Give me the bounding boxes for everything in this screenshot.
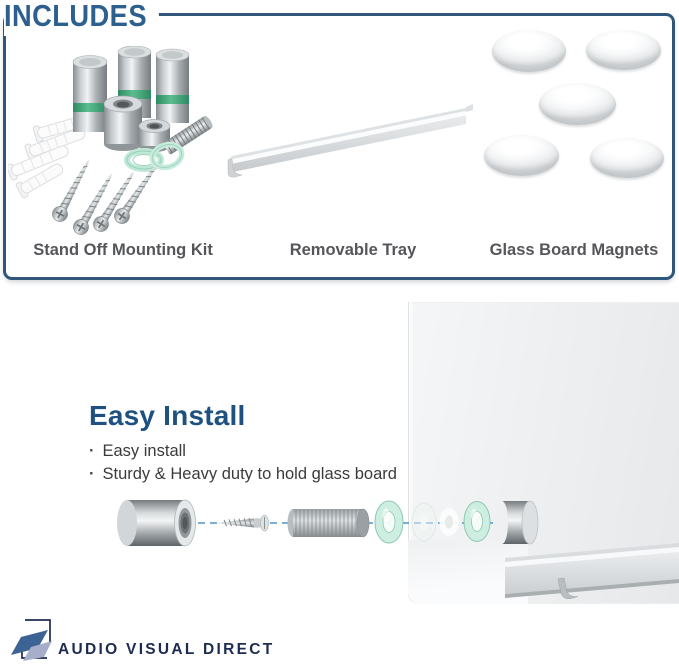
threaded-stud-icon <box>288 509 370 537</box>
standoff-exploded-install-diagram <box>0 478 679 590</box>
label-standoff-mounting-kit: Stand Off Mounting Kit <box>33 241 213 259</box>
standoff-mounting-kit-photo <box>8 46 243 241</box>
magnet <box>586 30 661 70</box>
includes-title: INCLUDES <box>4 0 159 36</box>
standoff-cap-icon <box>496 501 538 544</box>
label-glass-board-magnets: Glass Board Magnets <box>489 241 659 259</box>
brand-logo-mark-icon <box>11 620 52 661</box>
standoff-barrel-icon <box>104 96 142 151</box>
magnet <box>484 135 559 176</box>
bullet-text: Sturdy & Heavy duty to hold glass board <box>102 465 397 483</box>
magnet <box>590 138 664 178</box>
magnet <box>539 83 616 125</box>
bullet-marker: · <box>89 442 95 460</box>
bullet-item <box>89 440 397 463</box>
removable-tray-photo <box>222 98 474 182</box>
magnet <box>492 30 566 72</box>
bullet-marker: · <box>89 465 95 483</box>
standoff-barrel-icon <box>117 500 196 546</box>
glass-gasket-icon <box>464 502 490 542</box>
easy-install-heading: Easy Install <box>89 400 246 431</box>
bullet-text: Easy install <box>102 442 186 460</box>
label-removable-tray: Removable Tray <box>289 241 417 259</box>
gasket-through-glass-icon <box>412 503 436 541</box>
glass-gasket-icon <box>375 501 403 543</box>
brand-name: AUDIO VISUAL DIRECT <box>58 641 275 658</box>
mounting-screw-icon <box>216 515 269 531</box>
white-spacer-icon <box>440 508 459 536</box>
brand-logo <box>8 611 278 669</box>
